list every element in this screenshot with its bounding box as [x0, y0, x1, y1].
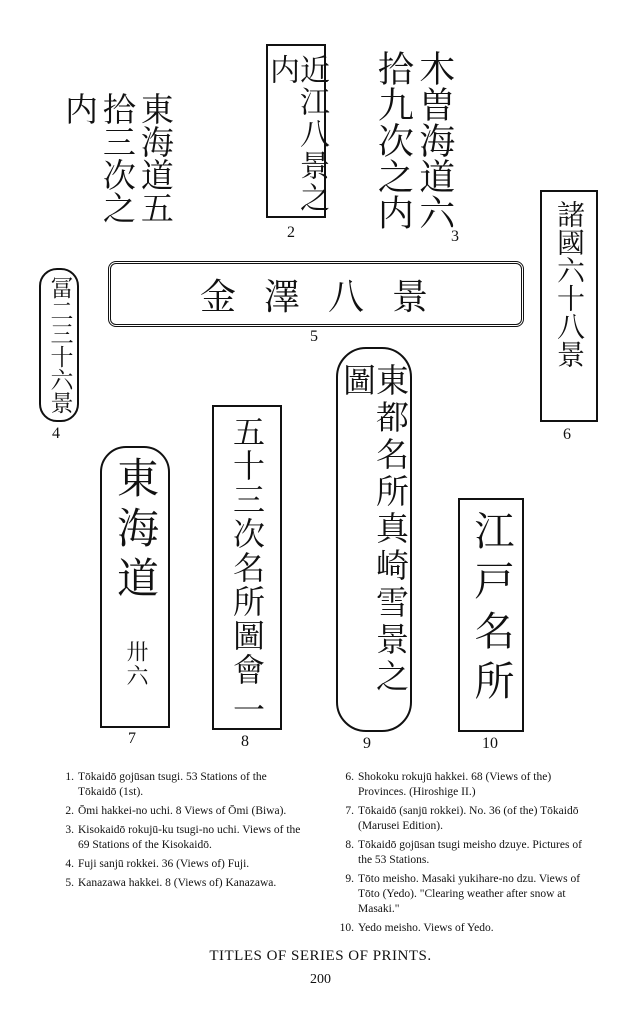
title-6-cartouche: [540, 190, 598, 422]
title-7-subtext: 卅六: [123, 640, 148, 688]
caption-number: 9.: [345, 873, 354, 885]
caption-8: [338, 838, 594, 868]
caption-5: [58, 876, 306, 891]
caption-number: 10.: [339, 922, 354, 934]
title-2-text: 近江八景之内: [264, 54, 329, 214]
label-10: 10: [482, 735, 498, 752]
caption-text: Tōkaidō (sanjū rokkei). No. 36 (of the) Tōkaidō (Marusei Edition).: [358, 805, 579, 832]
label-6: 6: [563, 426, 571, 443]
caption-text: Kanazawa hakkei. 8 (Views of) Kanazawa.: [78, 877, 277, 889]
title-5-cartouche: [108, 261, 524, 327]
title-8-cartouche: [212, 405, 282, 730]
title-4-text: 冨二三十六景: [46, 276, 73, 414]
title-7-cartouche: [100, 446, 170, 728]
title-4-cartouche: [39, 268, 79, 422]
title-3: 木曽海道六拾九次之内: [372, 50, 455, 230]
caption-number: 6.: [345, 771, 354, 783]
title-9-cartouche: [336, 347, 412, 732]
caption-text: Shokoku rokujū hakkei. 68 (Views of the) Provinces. (Hiroshige II.): [358, 771, 552, 798]
title-8-text: 五十三次名所圖會: [228, 415, 266, 687]
caption-number: 4.: [65, 858, 74, 870]
label-7: 7: [128, 730, 136, 747]
caption-number: 5.: [65, 877, 74, 889]
title-8-subtext: 一: [228, 693, 266, 727]
caption-number: 7.: [345, 805, 354, 817]
page-heading: TITLES OF SERIES OF PRINTS.: [209, 948, 432, 964]
label-4: 4: [52, 425, 60, 442]
title-6-text: 諸國六十八景: [553, 200, 586, 368]
caption-number: 1.: [65, 771, 74, 783]
caption-1: [58, 770, 306, 800]
label-3: 3: [451, 228, 459, 245]
caption-3: [58, 823, 306, 853]
label-5: 5: [310, 328, 318, 345]
caption-number: 8.: [345, 839, 354, 851]
captions-left: [58, 770, 306, 895]
caption-4: [58, 857, 306, 872]
caption-6: [338, 770, 594, 800]
caption-2: [58, 804, 306, 819]
caption-text: Kisokaidō rokujū-ku tsugi-no uchi. Views of the 69 Stations of the Kisokaidō.: [78, 824, 301, 851]
caption-text: Tōto meisho. Masaki yukihare-no dzu. Views of Tōto (Yedo). "Clearing weather after snow at Masaki.": [358, 873, 581, 915]
label-2: 2: [287, 224, 295, 241]
caption-text: Fuji sanjū rokkei. 36 (Views of) Fuji.: [78, 858, 250, 870]
title-1: 東海道五拾三次之内: [59, 92, 175, 224]
label-9: 9: [363, 735, 371, 752]
captions-right: [338, 770, 594, 940]
title-10-cartouche: [458, 498, 524, 732]
caption-number: 3.: [65, 824, 74, 836]
title-5-text: 金澤八景: [199, 276, 456, 318]
caption-7: [338, 804, 594, 834]
caption-10: [338, 921, 594, 936]
title-2-cartouche: [264, 44, 329, 218]
caption-text: Yedo meisho. Views of Yedo.: [358, 922, 494, 934]
caption-9: [338, 872, 594, 917]
label-8: 8: [241, 733, 249, 750]
caption-text: Ōmi hakkei-no uchi. 8 Views of Ōmi (Biwa).: [78, 805, 287, 817]
title-7-text: 東海道: [111, 456, 160, 606]
caption-number: 2.: [65, 805, 74, 817]
caption-text: Tōkaidō gojūsan tsugi. 53 Stations of the Tōkaidō (1st).: [78, 771, 267, 798]
title-10-text: 江戸名所: [468, 510, 514, 710]
page-number: 200: [310, 972, 331, 987]
caption-text: Tōkaidō gojūsan tsugi meisho dzuye. Pictures of the 53 Stations.: [358, 839, 582, 866]
title-9-text: 東都名所真崎雪景之圖: [338, 363, 410, 696]
